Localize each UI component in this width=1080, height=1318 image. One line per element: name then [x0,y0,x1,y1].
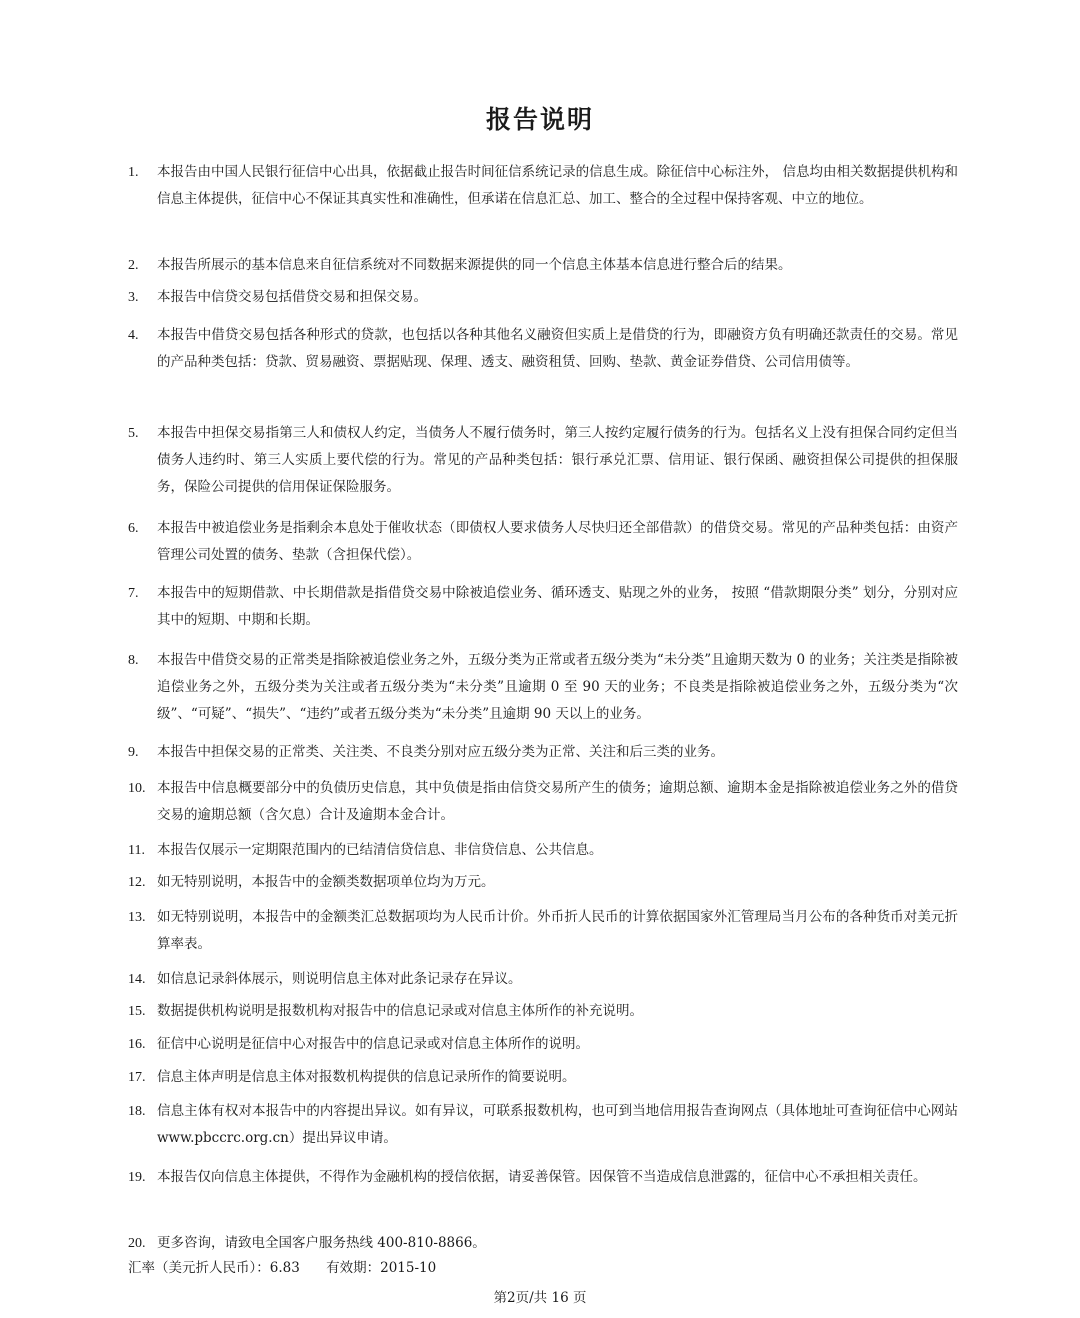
exchange-rate-label: 汇率（美元折人民币）：6.83 [128,1260,300,1276]
list-item [128,966,958,993]
list-item [128,515,958,569]
list-item [128,1031,958,1058]
item-text: 本报告中信息概要部分中的负债历史信息，其中负债是指由信贷交易所产生的债务；逾期总额、逾期本金是指除被追偿业务之外的借贷交易的逾期总额（含欠息）合计及逾期本金合计。 [157,780,958,823]
list-item [128,998,958,1025]
list-item [128,322,958,376]
item-number: 7. [128,586,139,601]
item-number: 13. [128,910,146,925]
exchange-rate-line [128,1256,436,1280]
item-number: 20. [128,1236,146,1251]
item-number: 14. [128,972,146,987]
item-text: 本报告中担保交易指第三人和债权人约定，当债务人不履行债务时，第三人按约定履行债务的行为。包括名义上没有担保合同约定但当债务人违约时、第三人实质上要代偿的行为。常见的产品种类包括：银行承兑汇票、信用证、银行保函、融资担保公司提供的担保服务，保险公司提供的信用保证保险服务。 [157,425,958,495]
item-number: 9. [128,745,139,760]
item-text: 本报告中担保交易的正常类、关注类、不良类分别对应五级分类为正常、关注和后三类的业务。 [157,744,724,760]
list-item [128,1164,958,1191]
list-item [128,284,958,311]
list-item [128,1064,958,1091]
list-item [128,837,958,864]
item-number: 2. [128,258,139,273]
item-number: 5. [128,426,139,441]
item-text: 本报告仅向信息主体提供，不得作为金融机构的授信依据，请妥善保管。因保管不当造成信息泄露的，征信中心不承担相关责任。 [157,1169,927,1185]
item-text: 本报告中被追偿业务是指剩余本息处于催收状态（即债权人要求债务人尽快归还全部借款）的借贷交易。常见的产品种类包括：由资产管理公司处置的债务、垫款（含担保代偿）。 [157,520,958,563]
item-text: 本报告中的短期借款、中长期借款是指借贷交易中除被追偿业务、循环透支、贴现之外的业务， 按照 “借款期限分类” 划分，分别对应其中的短期、中期和长期。 [157,585,958,628]
item-number: 15. [128,1004,146,1019]
item-text: 本报告中借贷交易包括各种形式的贷款，也包括以各种其他名义融资但实质上是借贷的行为，即融资方负有明确还款责任的交易。常见的产品种类包括：贷款、贸易融资、票据贴现、保理、透支、融资租赁、回购、垫款、黄金证券借贷、公司信用债等。 [157,327,958,370]
item-text: 如无特别说明，本报告中的金额类汇总数据项均为人民币计价。外币折人民币的计算依据国家外汇管理局当月公布的各种货币对美元折算率表。 [157,909,958,952]
list-item [128,580,958,634]
list-item [128,1230,958,1257]
item-number: 4. [128,328,139,343]
list-item [128,1098,958,1152]
item-text: 本报告由中国人民银行征信中心出具，依据截止报告时间征信系统记录的信息生成。除征信中心标注外， 信息均由相关数据提供机构和信息主体提供，征信中心不保证其真实性和准确性，但承诺在信息汇总、加工、整合的全过程中保持客观、中立的地位。 [157,164,958,207]
item-text: 如信息记录斜体展示，则说明信息主体对此条记录存在异议。 [157,971,522,987]
page-number: 第2页/共 16 页 [493,1290,587,1306]
list-item [128,420,958,501]
validity-label: 有效期：2015-10 [326,1260,437,1276]
list-item [128,869,958,896]
item-number: 19. [128,1170,146,1185]
item-number: 1. [128,165,139,180]
item-number: 18. [128,1104,146,1119]
item-text: 征信中心说明是征信中心对报告中的信息记录或对信息主体所作的说明。 [157,1036,589,1052]
item-number: 8. [128,653,139,668]
list-item [128,904,958,958]
item-text: 本报告所展示的基本信息来自征信系统对不同数据来源提供的同一个信息主体基本信息进行整合后的结果。 [157,257,792,273]
item-text: 更多咨询，请致电全国客户服务热线 400-810-8866。 [157,1235,486,1251]
list-item [128,775,958,829]
list-item [128,252,958,279]
item-number: 6. [128,521,139,536]
item-number: 12. [128,875,146,890]
item-text: 本报告中信贷交易包括借贷交易和担保交易。 [157,289,427,305]
item-text: 信息主体有权对本报告中的内容提出异议。如有异议，可联系报数机构，也可到当地信用报告查询网点（具体地址可查询征信中心网站 www.pbccrc.org.cn）提出异议申请。 [157,1103,958,1146]
item-text: 本报告仅展示一定期限范围内的已结清信贷信息、非信贷信息、公共信息。 [157,842,603,858]
list-item [128,159,958,213]
page-title: 报告说明 [485,105,594,134]
item-text: 本报告中借贷交易的正常类是指除被追偿业务之外，五级分类为正常或者五级分类为“未分类”且逾期天数为 0 的业务；关注类是指除被追偿业务之外，五级分类为关注或者五级分类为“未分类”且逾期 0 至 90 天的业务；不良类是指除被追偿业务之外，五级分类为“次级”、“可疑”、“损失”、“违约”或者五级分类为“未分类”且逾期 90 天以上的业务。 [157,652,958,722]
item-text: 数据提供机构说明是报数机构对报告中的信息记录或对信息主体所作的补充说明。 [157,1003,643,1019]
item-text: 如无特别说明，本报告中的金额类数据项单位均为万元。 [157,874,495,890]
item-text: 信息主体声明是信息主体对报数机构提供的信息记录所作的简要说明。 [157,1069,576,1085]
list-item [128,647,958,728]
list-item [128,739,958,766]
item-number: 11. [128,843,145,858]
item-number: 10. [128,781,146,796]
item-number: 17. [128,1070,146,1085]
item-number: 3. [128,290,139,305]
item-number: 16. [128,1037,146,1052]
